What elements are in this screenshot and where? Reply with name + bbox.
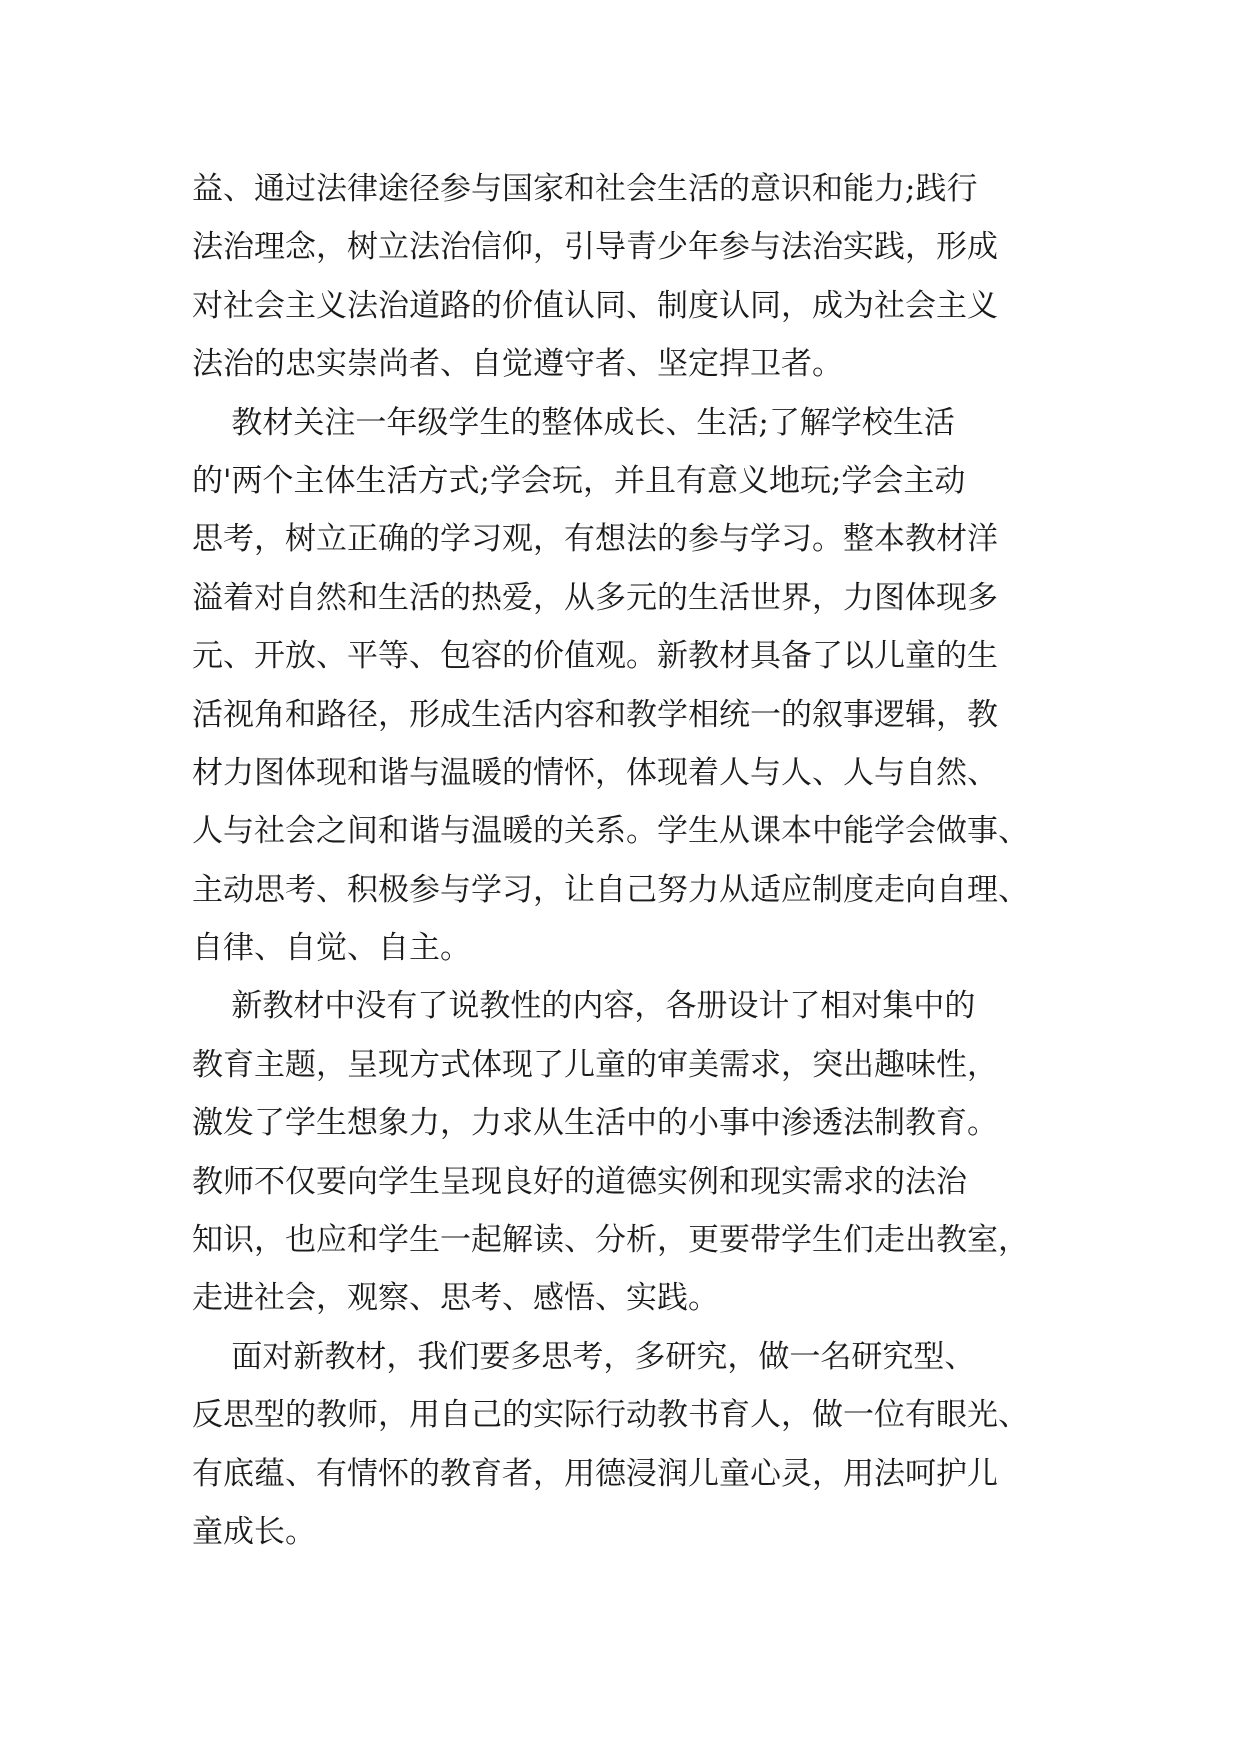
text-line: 知识，也应和学生一起解读、分析，更要带学生们走出教室，: [192, 1222, 1029, 1259]
text-line: 法治理念，树立法治信仰，引导青少年参与法治实践，形成: [192, 229, 998, 266]
text-line: 教育主题，呈现方式体现了儿童的审美需求，突出趣味性，: [192, 1046, 998, 1083]
text-line: 对社会主义法治道路的价值认同、制度认同，成为社会主义: [192, 287, 998, 324]
text-line: 人与社会之间和谐与温暖的关系。学生从课本中能学会做事、: [192, 813, 1029, 850]
text-line: 思考，树立正确的学习观，有想法的参与学习。整本教材洋: [192, 521, 998, 558]
text-line: 新教材中没有了说教性的内容，各册设计了相对集中的: [192, 988, 976, 1025]
text-line: 主动思考、积极参与学习，让自己努力从适应制度走向自理、: [192, 871, 1029, 908]
text-line: 的'两个主体生活方式;学会玩，并且有意义地玩;学会主动: [192, 462, 966, 499]
text-line: 有底蕴、有情怀的教育者，用德浸润儿童心灵，用法呵护儿: [192, 1455, 998, 1492]
text-line: 法治的忠实崇尚者、自觉遵守者、坚定捍卫者。: [192, 346, 843, 383]
text-line: 走进社会，观察、思考、感悟、实践。: [192, 1280, 719, 1317]
body-text: [192, 160, 1072, 1561]
text-line: 活视角和路径，形成生活内容和教学相统一的叙事逻辑，教: [192, 696, 998, 733]
text-line: 激发了学生想象力，力求从生活中的小事中渗透法制教育。: [192, 1105, 998, 1142]
text-line: 溢着对自然和生活的热爱，从多元的生活世界，力图体现多: [192, 579, 998, 616]
text-line: 教师不仅要向学生呈现良好的道德实例和现实需求的法治: [192, 1163, 967, 1200]
text-line: 教材关注一年级学生的整体成长、生活;了解学校生活: [192, 404, 955, 441]
text-line: 面对新教材，我们要多思考，多研究，做一名研究型、: [192, 1338, 976, 1375]
text-line: 元、开放、平等、包容的价值观。新教材具备了以儿童的生: [192, 638, 998, 675]
text-line: 反思型的教师，用自己的实际行动教书育人，做一位有眼光、: [192, 1397, 1029, 1434]
text-line: 益、通过法律途径参与国家和社会生活的意识和能力;践行: [192, 171, 978, 207]
text-line: 童成长。: [192, 1513, 316, 1550]
text-line: 材力图体现和谐与温暖的情怀，体现着人与人、人与自然、: [192, 754, 998, 791]
text-line: 自律、自觉、自主。: [192, 930, 471, 967]
